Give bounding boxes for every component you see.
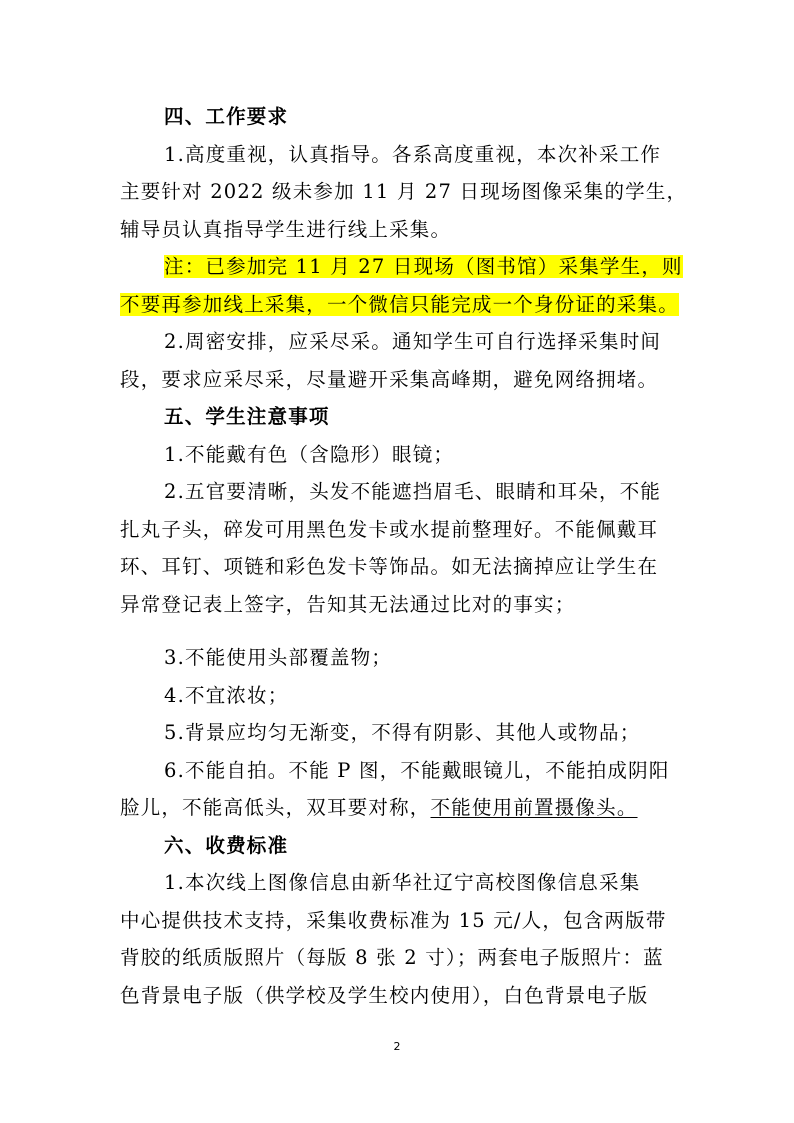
note-highlight: 注：已参加完 11 月 27 日现场（图书馆）采集学生，则 xyxy=(164,255,683,278)
paragraph-line: 6.不能自拍。不能 P 图，不能戴眼镜儿，不能拍成阴阳 xyxy=(164,758,670,782)
paragraph-line: 色背景电子版（供学校及学生校内使用），白色背景电子版 xyxy=(120,983,649,1007)
plain-text: 脸儿，不能高低头，双耳要对称， xyxy=(120,796,431,819)
paragraph-line: 扎丸子头，碎发可用黑色发卡或水提前整理好。不能佩戴耳 xyxy=(120,517,659,541)
paragraph-line: 辅导员认真指导学生进行线上采集。 xyxy=(120,217,452,241)
list-item: 1.不能戴有色（含隐形）眼镜； xyxy=(164,442,455,466)
highlighted-note-line xyxy=(120,248,692,286)
paragraph-line: 异常登记表上签字，告知其无法通过比对的事实； xyxy=(120,592,576,616)
paragraph-line: 1.本次线上图像信息由新华社辽宁高校图像信息采集 xyxy=(164,871,641,894)
paragraph-line xyxy=(120,789,692,827)
paragraph-gap xyxy=(120,623,692,639)
paragraph-line: 中心提供技术支持，采集收费标准为 15 元/人，包含两版带 xyxy=(120,908,667,932)
list-item: 3.不能使用头部覆盖物； xyxy=(164,646,393,669)
paragraph-line: 主要针对 2022 级未参加 11 月 27 日现场图像采集的学生， xyxy=(120,180,688,203)
underlined-text: 不能使用前置摄像头。 xyxy=(430,796,638,819)
section-heading-fee-standard: 六、收费标准 xyxy=(164,833,289,857)
paragraph-line: 1.高度重视，认真指导。各系高度重视，本次补采工作 xyxy=(164,142,662,166)
section-heading-student-notes: 五、学生注意事项 xyxy=(164,405,330,428)
document-body xyxy=(120,98,692,1014)
note-highlight: 不要再参加线上采集，一个微信只能完成一个身份证的采集。 xyxy=(120,292,679,316)
paragraph-line: 段，要求应采尽采，尽量避开采集高峰期，避免网络拥堵。 xyxy=(120,367,659,391)
paragraph-line: 2.周密安排，应采尽采。通知学生可自行选择采集时间 xyxy=(164,330,662,353)
page-number: 2 xyxy=(393,1040,401,1053)
paragraph-line: 2.五官要清晰，头发不能遮挡眉毛、眼睛和耳朵，不能 xyxy=(164,480,662,503)
highlighted-note-line xyxy=(120,286,692,324)
paragraph-line: 环、耳钉、项链和彩色发卡等饰品。如无法摘掉应让学生在 xyxy=(120,555,659,578)
list-item: 5.背景应均匀无渐变，不得有阴影、其他人或物品； xyxy=(164,721,641,744)
paragraph-line: 背胶的纸质版照片（每版 8 张 2 寸）；两套电子版照片：蓝 xyxy=(120,946,664,969)
list-item: 4.不宜浓妆； xyxy=(164,683,289,707)
section-heading-work-requirements: 四、工作要求 xyxy=(164,105,289,128)
